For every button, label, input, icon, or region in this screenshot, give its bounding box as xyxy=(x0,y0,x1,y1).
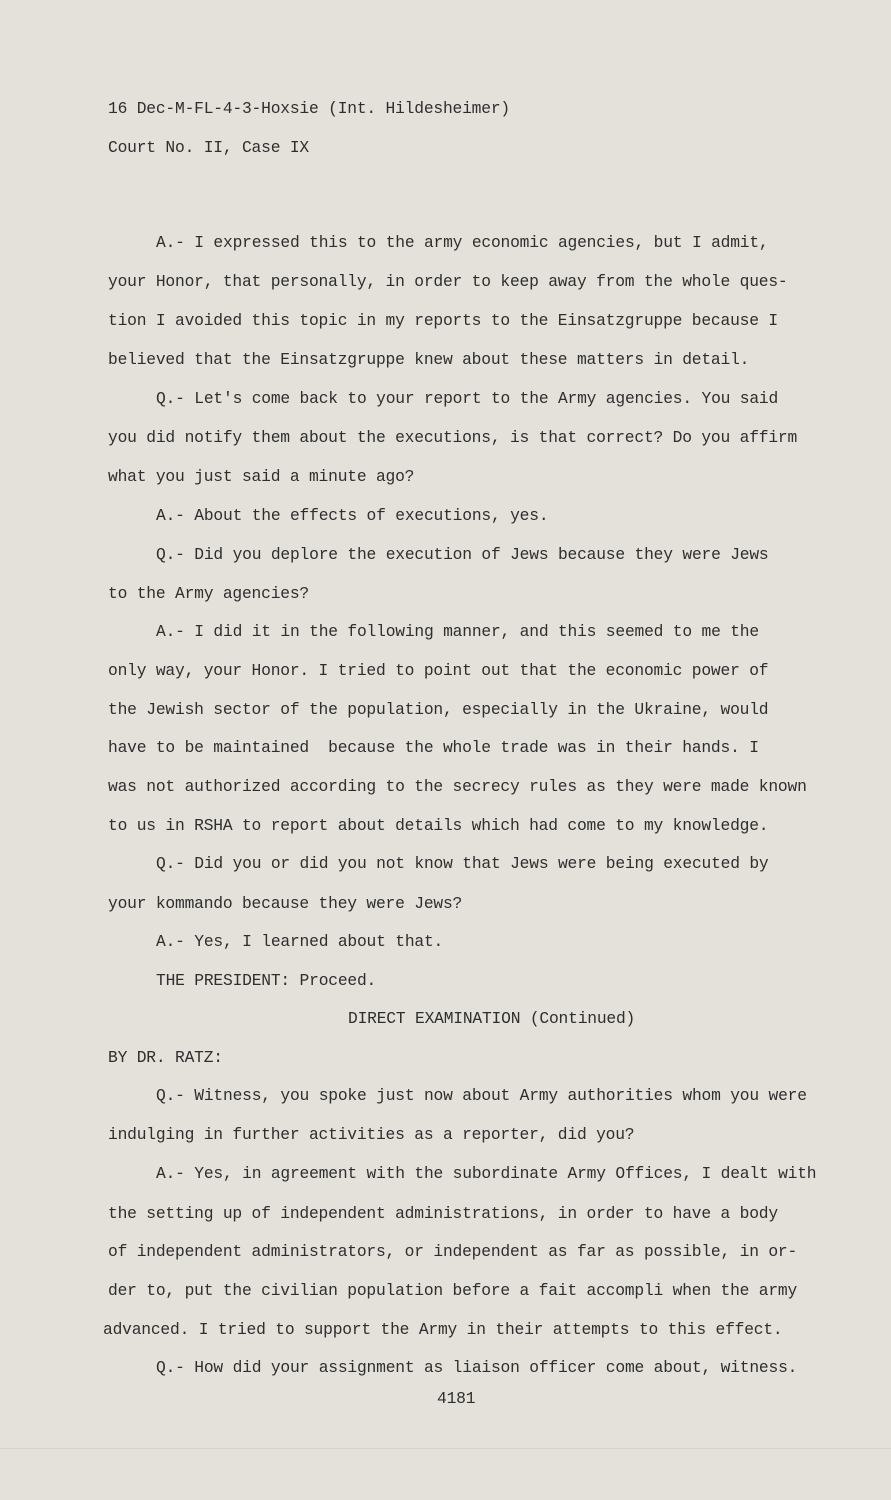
text-line: of independent administrators, or independent as far as possible, in or- xyxy=(108,1242,798,1261)
text-line: Q.- How did your assignment as liaison officer come about, witness. xyxy=(156,1358,798,1377)
header-court: Court No. II, Case IX xyxy=(108,138,309,157)
text-line: tion I avoided this topic in my reports to the Einsatzgruppe because I xyxy=(108,311,778,330)
text-line: what you just said a minute ago? xyxy=(108,467,415,486)
text-line: indulging in further activities as a reporter, did you? xyxy=(108,1125,635,1144)
text-line: you did notify them about the executions, is that correct? Do you affirm xyxy=(108,428,798,447)
text-line: advanced. I tried to support the Army in their attempts to this effect. xyxy=(103,1320,783,1339)
text-line: your Honor, that personally, in order to keep away from the whole ques- xyxy=(108,272,788,291)
page-number: 4181 xyxy=(437,1389,476,1408)
text-line: Q.- Did you or did you not know that Jews were being executed by xyxy=(156,854,769,873)
examiner-label: BY DR. RATZ: xyxy=(108,1048,223,1067)
page-fold-line xyxy=(0,1448,891,1449)
text-line: the setting up of independent administrations, in order to have a body xyxy=(108,1204,778,1223)
section-heading: DIRECT EXAMINATION (Continued) xyxy=(348,1009,636,1028)
text-line: only way, your Honor. I tried to point out that the economic power of xyxy=(108,661,769,680)
text-line: Q.- Let's come back to your report to the Army agencies. You said xyxy=(156,389,779,408)
text-line: to the Army agencies? xyxy=(108,584,309,603)
text-line: A.- Yes, I learned about that. xyxy=(156,932,444,951)
text-line: A.- I did it in the following manner, and this seemed to me the xyxy=(156,622,759,641)
text-line: A.- About the effects of executions, yes. xyxy=(156,506,549,525)
text-line: Q.- Did you deplore the execution of Jews because they were Jews xyxy=(156,545,769,564)
text-line: have to be maintained because the whole trade was in their hands. I xyxy=(108,738,759,757)
text-line: believed that the Einsatzgruppe knew about these matters in detail. xyxy=(108,350,750,369)
text-line: your kommando because they were Jews? xyxy=(108,894,463,913)
text-line: to us in RSHA to report about details which had come to my knowledge. xyxy=(108,816,769,835)
text-line: was not authorized according to the secrecy rules as they were made known xyxy=(108,777,807,796)
text-line: the Jewish sector of the population, especially in the Ukraine, would xyxy=(108,700,769,719)
text-line: Q.- Witness, you spoke just now about Army authorities whom you were xyxy=(156,1086,807,1105)
header-reference: 16 Dec-M-FL-4-3-Hoxsie (Int. Hildesheimer) xyxy=(108,99,510,118)
text-line: THE PRESIDENT: Proceed. xyxy=(156,971,377,990)
text-line: A.- Yes, in agreement with the subordinate Army Offices, I dealt with xyxy=(156,1164,817,1183)
text-line: A.- I expressed this to the army economic agencies, but I admit, xyxy=(156,233,769,252)
text-line: der to, put the civilian population before a fait accompli when the army xyxy=(108,1281,798,1300)
